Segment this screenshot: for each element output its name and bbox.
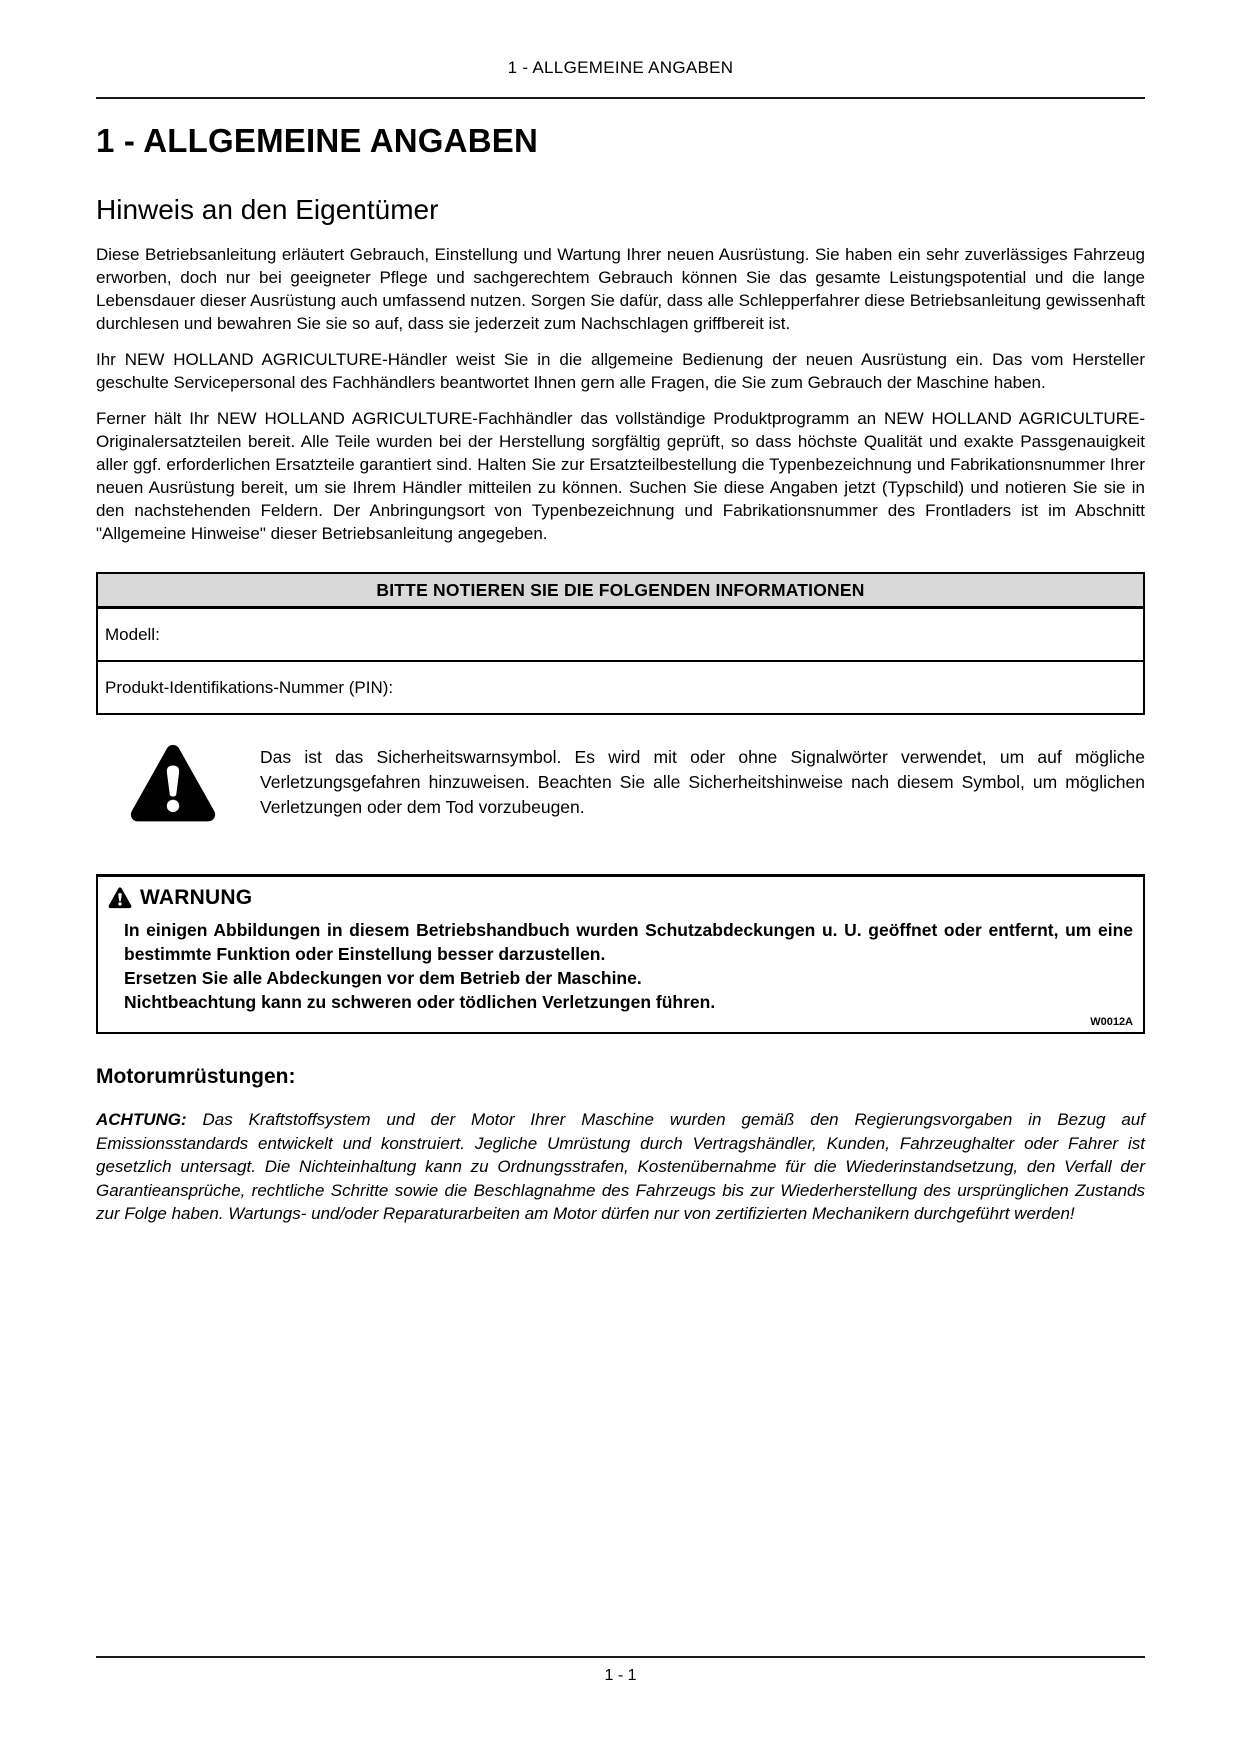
footer-rule [96,1656,1145,1658]
warning-line: In einigen Abbildungen in diesem Betriebshandbuch wurden Schutzabdeckungen u. U. geöffnet oder entfernt, um eine bestimmte Funktion oder Einstellung besser darzustellen. [124,920,1133,964]
info-table-cell-model: Modell: [97,608,1144,662]
safety-note-text: Das ist das Sicherheitswarnsymbol. Es wird mit oder ohne Signalwörter verwendet, um auf mögliche Verletzungsgefahren hinzuweisen. Beachten Sie alle Sicherheitshinweise nach diesem Symbol, um möglichen Verletzungen oder dem Tod vorzubeugen. [260,747,1145,817]
warning-line: Ersetzen Sie alle Abdeckungen vor dem Betrieb der Maschine. [124,968,642,988]
running-header: 1 - ALLGEMEINE ANGABEN [507,58,734,77]
warning-reference-code: W0012A [1090,1016,1133,1028]
warning-title: WARNUNG [140,886,253,909]
warning-body [124,918,1133,1014]
table-row [97,661,1144,714]
paragraph-dealer: Ihr NEW HOLLAND AGRICULTURE-Händler weist Sie in die allgemeine Bedienung der neuen Ausrüstung ein. Das vom Hersteller geschulte Servicepersonal des Fachhändlers beantwortet Ihnen gern alle Fragen, die Sie zum Gebrauch der Maschine haben. [96,350,1145,392]
section-heading: Hinweis an den Eigentümer [96,194,439,225]
info-table-header-row [97,573,1144,608]
warning-box-header [108,886,1133,910]
safety-symbol-note [96,743,1145,830]
info-table [96,572,1145,715]
safety-alert-icon [130,743,216,830]
info-table-header: BITTE NOTIEREN SIE DIE FOLGENDEN INFORMATIONEN [97,573,1144,608]
notice-label: ACHTUNG: [96,1110,187,1129]
paragraph-intro: Diese Betriebsanleitung erläutert Gebrauch, Einstellung und Wartung Ihrer neuen Ausrüstung. Sie haben ein sehr zuverlässiges Fahrzeug erworben, doch nur bei geeigneter Pflege und sachgerechtem Gebrauch können Sie das gesamte Leistungspotential und die lange Lebensdauer dieser Ausrüstung auch umfassend nutzen. Sorgen Sie dafür, dass alle Schlepperfahrer diese Betriebsanleitung gewissenhaft durchlesen und bewahren Sie sie so auf, dass sie jederzeit zum Nachschlagen griffbereit ist. [96,245,1146,333]
engine-modifications-heading: Motorumrüstungen: [96,1065,296,1088]
warning-box [96,874,1145,1034]
page-title: 1 - ALLGEMEINE ANGABEN [96,122,538,159]
paragraph-parts: Ferner hält Ihr NEW HOLLAND AGRICULTURE-Fachhändler das vollständige Produktprogramm an NEW HOLLAND AGRICULTURE-Originalersatzteilen bereit. Alle Teile wurden bei der Herstellung sorgfältig geprüft, so dass höchste Qualität und exakte Passgenauigkeit aller ggf. erforderlichen Ersatzteile garantiert sind. Halten Sie zur Ersatzteilbestellung die Typenbezeichnung und Fabrikationsnummer Ihrer neuen Ausrüstung bereit, um sie Ihrem Händler mitteilen zu können. Suchen Sie diese Angaben jetzt (Typschild) und notieren Sie sie in den nachstehenden Feldern. Der Anbringungsort von Typenbezeichnung und Fabrikationsnummer des Frontladers ist im Abschnitt "Allgemeine Hinweise" dieser Betriebsanleitung angegeben. [96,409,1145,543]
notice-text: Das Kraftstoffsystem und der Motor Ihrer Maschine wurden gemäß den Regierungsvorgaben in Bezug auf Emissionsstandards entwickelt und konstruiert. Jegliche Umrüstung durch Vertragshändler, Kunden, Fahrzeughalter oder Fahrer ist gesetzlich untersagt. Die Nichteinhaltung kann zu Ordnungsstrafen, Kostenübernahme für die Wiederinstandsetzung, den Verfall der Garantieansprüche, rechtliche Schritte sowie die Beschlagnahme des Fahrzeugs bis zur Wiederherstellung des ursprünglichen Zustands zur Folge haben. Wartungs- und/oder Reparaturarbeiten am Motor dürfen nur von zertifizierten Mechanikern durchgeführt werden! [96,1110,1145,1223]
engine-notice [96,1108,1145,1226]
table-row [97,608,1144,662]
info-table-cell-pin: Produkt-Identifikations-Nummer (PIN): [97,661,1144,714]
warning-line: Nichtbeachtung kann zu schweren oder tödlichen Verletzungen führen. [124,992,716,1012]
header-rule [96,97,1145,99]
page-number: 1 - 1 [604,1667,637,1684]
warning-triangle-icon [108,887,132,909]
page-footer [96,1656,1145,1685]
